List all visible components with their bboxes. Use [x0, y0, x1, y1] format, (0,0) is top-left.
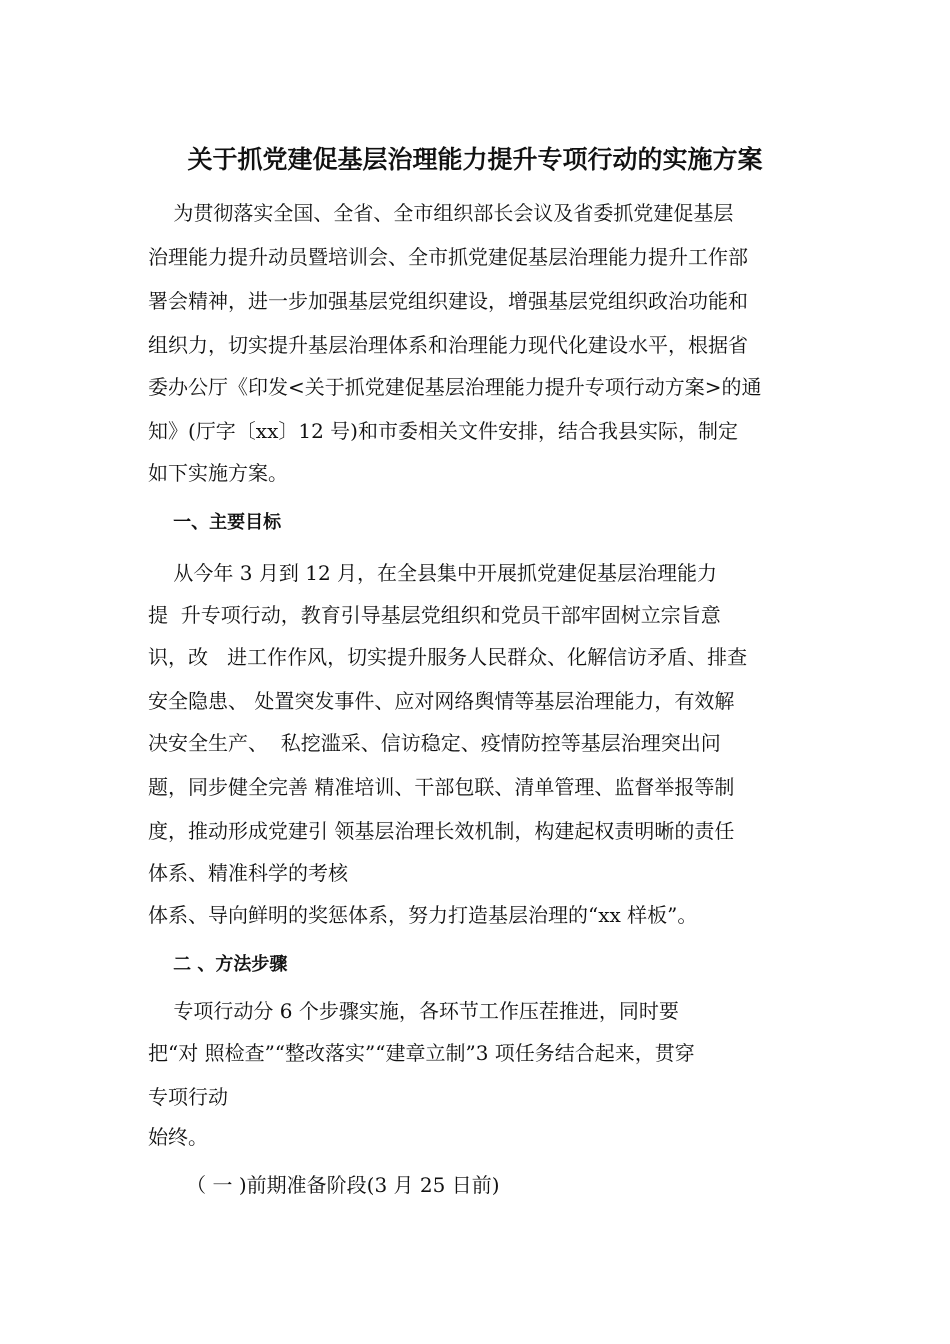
section2-line: 把“对 照检查”“整改落实”“建章立制”3 项任务结合起来，贯穿 — [148, 1041, 695, 1065]
section2-line: 专项行动 — [148, 1085, 228, 1109]
section-heading-methods: 二 、方法步骤 — [148, 954, 288, 975]
section2-line: 始终。 — [148, 1125, 208, 1149]
section1-line: 安全隐患、 处置突发事件、应对网络舆情等基层治理能力，有效解 — [148, 689, 735, 713]
document-title: 关于抓党建促基层治理能力提升专项行动的实施方案 — [187, 145, 763, 174]
intro-line: 如下实施方案。 — [148, 461, 288, 485]
intro-line: 为贯彻落实全国、全省、全市组织部长会议及省委抓党建促基层 — [148, 201, 734, 225]
section1-line: 识，改 进工作作风，切实提升服务人民群众、化解信访矛盾、排查 — [148, 645, 748, 669]
section-heading-goals: 一、主要目标 — [148, 512, 282, 533]
section1-line: 从今年 3 月到 12 月，在全县集中开展抓党建促基层治理能力 — [148, 561, 718, 585]
section2-line: 专项行动分 6 个步骤实施，各环节工作压茬推进，同时要 — [148, 999, 679, 1023]
section1-line: 决安全生产、 私挖滥采、信访稳定、疫情防控等基层治理突出问 — [148, 731, 721, 755]
section1-line: 提 升专项行动，教育引导基层党组织和党员干部牢固树立宗旨意 — [148, 603, 721, 627]
intro-line: 组织力，切实提升基层治理体系和治理能力现代化建设水平，根据省 — [148, 333, 748, 357]
section1-line: 体系、导向鲜明的奖惩体系，努力打造基层治理的“xx 样板”。 — [148, 903, 698, 927]
intro-line: 知》(厅字〔xx〕12 号)和市委相关文件安排，结合我县实际，制定 — [148, 419, 738, 443]
section1-line: 题，同步健全完善 精准培训、干部包联、清单管理、监督举报等制 — [148, 775, 735, 799]
subsection-heading: （ 一 )前期准备阶段(3 月 25 日前) — [148, 1173, 500, 1197]
section1-line: 度，推动形成党建引 领基层治理长效机制，构建起权责明晰的责任 — [148, 819, 735, 843]
intro-line: 署会精神，进一步加强基层党组织建设，增强基层党组织政治功能和 — [148, 289, 748, 313]
section1-line: 体系、精准科学的考核 — [148, 861, 348, 885]
intro-line: 委办公厅《印发<关于抓党建促基层治理能力提升专项行动方案>的通 — [148, 375, 762, 399]
intro-line: 治理能力提升动员暨培训会、全市抓党建促基层治理能力提升工作部 — [148, 245, 748, 269]
